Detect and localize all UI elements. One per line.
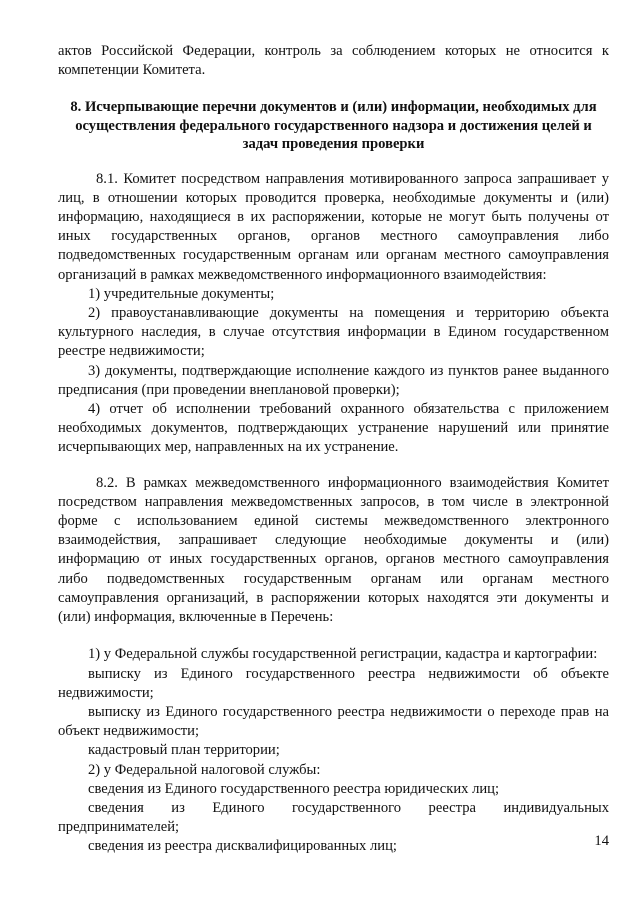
list-item: 3) документы, подтверждающие исполнение каждого из пунктов ранее выданного предписания (при проведении внеплановой проверки); (58, 362, 609, 398)
list-item: кадастровый план территории; (88, 742, 280, 759)
page-number: 14 (594, 833, 609, 849)
list-item: сведения из Единого государственного реестра юридических лиц; (88, 780, 500, 797)
list-item: выписку из Единого государственного реестра недвижимости об объекте недвижимости; (58, 665, 609, 701)
paragraph-8-1: 8.1. Комитет посредством направления мотивированного запроса запрашивает у лиц, в отношении которых проводится проверка, необходимые документы и (или) информацию, находящиеся в их распоряжении, которые не могут быть получены от иных государственных органов, органов местного самоуправления либо подведомственных государственным органам или органам местного самоуправления организаций в рамках межведомственного информационного взаимодействия: (58, 170, 609, 283)
document-page (58, 42, 609, 857)
list-item: 1) у Федеральной службы государственной регистрации, кадастра и картографии: (88, 646, 598, 663)
section-heading: 8. Исчерпывающие перечни документов и (или) информации, необходимых для осуществления федерального государственного надзора и достижения целей и задач проведения проверки (70, 99, 597, 153)
list-item: сведения из реестра дисквалифицированных лиц; (88, 838, 397, 855)
list-item: 2) правоустанавливающие документы на помещения и территорию объекта культурного наследия, в случае отсутствия информации в Едином государственном реестре недвижимости; (58, 305, 609, 360)
list-item: 4) отчет об исполнении требований охранного обязательства с приложением необходимых документов, подтверждающих устранение нарушений или принятие исчерпывающих мер, направленных на их устранение. (58, 401, 609, 456)
list-item: 2) у Федеральной налоговой службы: (88, 761, 321, 778)
list-item: 1) учредительные документы; (88, 285, 275, 302)
intro-paragraph: актов Российской Федерации, контроль за соблюдением которых не относится к компетенции Комитета. (58, 43, 609, 79)
paragraph-8-2: 8.2. В рамках межведомственного информационного взаимодействия Комитет посредством направления межведомственных запросов, в том числе в электронной форме с использованием единой системы межведомственного электронного взаимодействия, запрашивает следующие необходимые документы и (или) информацию от иных государственных органов, органов местного самоуправления либо подведомственных государственным органам или органам местного самоуправления организаций, в распоряжении которых находятся эти документы и (или) информация, включенные в Перечень: (58, 474, 609, 626)
list-item: сведения из Единого государственного реестра индивидуальных предпринимателей; (58, 799, 609, 836)
list-item: выписку из Единого государственного реестра недвижимости о переходе прав на объект недвижимости; (58, 703, 609, 740)
